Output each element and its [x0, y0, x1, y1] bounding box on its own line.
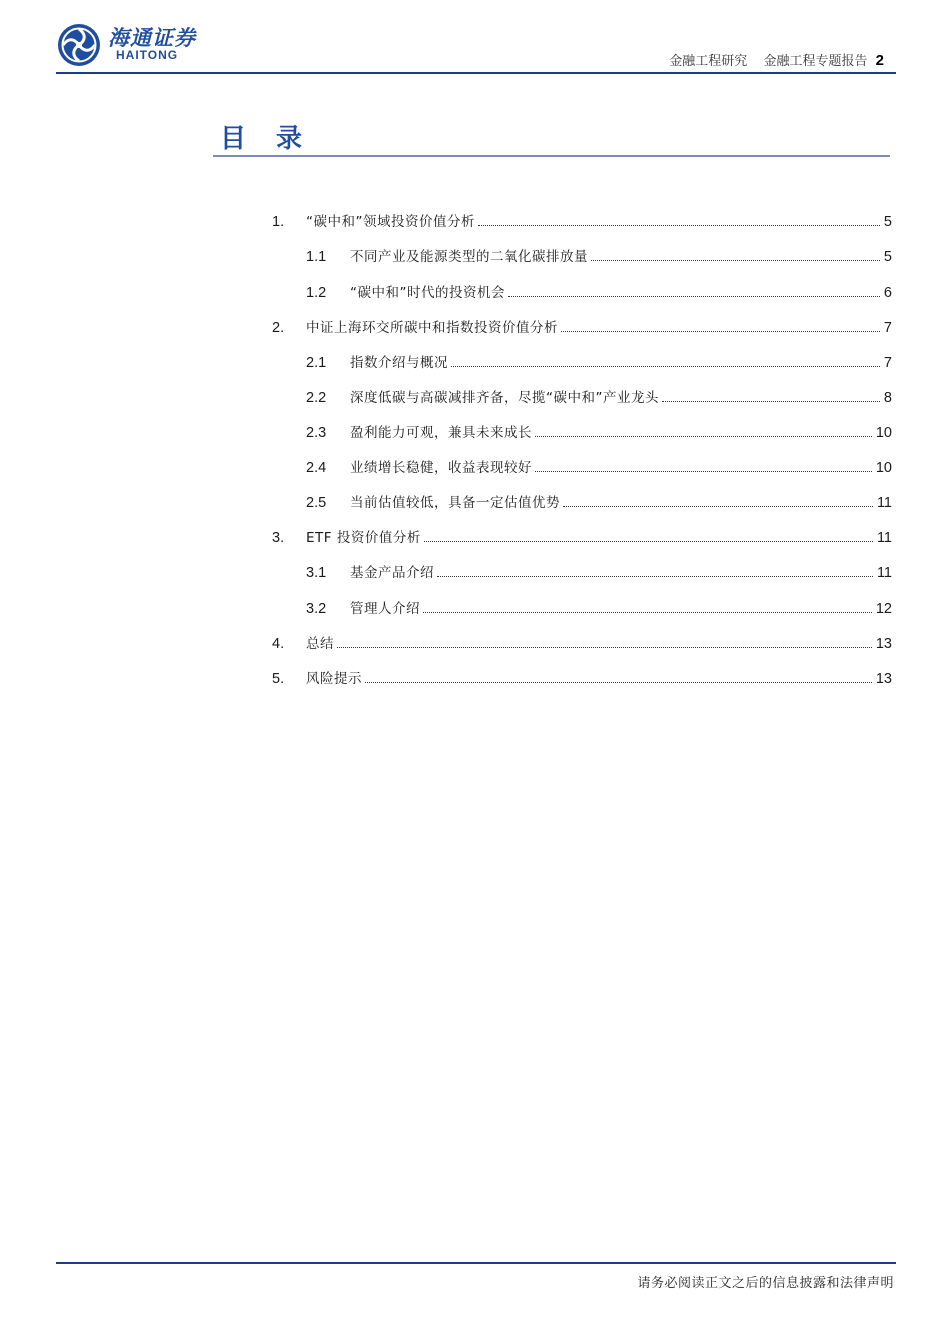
toc-entry-page: 8 — [883, 390, 892, 406]
toc-leader-dots — [478, 225, 880, 226]
toc-entry-number: 3. — [272, 530, 285, 546]
toc-entry-label: 管理人介绍 — [350, 601, 420, 617]
toc-entry[interactable] — [306, 281, 892, 301]
toc-entry[interactable] — [272, 210, 892, 230]
toc-leader-dots — [591, 260, 880, 261]
toc-entry-page: 13 — [875, 636, 892, 652]
toc-entry-page: 5 — [883, 249, 892, 265]
toc-entry-number: 3.1 — [306, 565, 327, 581]
toc-entry-number: 5. — [272, 671, 285, 687]
toc-entry-page: 11 — [876, 565, 892, 581]
logo-english-name: HAITONG — [116, 48, 179, 62]
header-section: 金融工程研究 — [669, 54, 748, 69]
toc-entry[interactable] — [306, 245, 892, 265]
toc-entry-label: 基金产品介绍 — [350, 565, 434, 581]
toc-entry-number: 2.5 — [306, 495, 327, 511]
toc-entry[interactable] — [306, 386, 892, 406]
toc-entry[interactable] — [306, 491, 892, 511]
toc-entry[interactable] — [272, 526, 892, 546]
toc-entry-number: 2.3 — [306, 425, 327, 441]
toc-leader-dots — [424, 541, 873, 542]
toc-entry-page: 7 — [883, 355, 892, 371]
toc-entry-label: 中证上海环交所碳中和指数投资价值分析 — [306, 320, 558, 336]
toc-entry-label: 盈利能力可观，兼具未来成长 — [350, 425, 532, 441]
toc-entry-number: 2.4 — [306, 460, 327, 476]
toc-leader-dots — [535, 471, 872, 472]
toc-entry-label: “碳中和”领域投资价值分析 — [306, 214, 475, 230]
toc-entry-page: 5 — [883, 214, 892, 230]
toc-entry-number: 4. — [272, 636, 285, 652]
toc-leader-dots — [423, 612, 872, 613]
logo-chinese-name: 海通证券 — [108, 25, 196, 50]
toc-entry-number: 2.1 — [306, 355, 327, 371]
toc-title: 目录 — [220, 124, 333, 154]
header-report-type: 金融工程专题报告 — [763, 54, 868, 69]
footer-disclaimer: 请务必阅读正文之后的信息披露和法律声明 — [637, 1276, 894, 1291]
toc-title-divider — [213, 155, 890, 157]
toc-entry-label: 业绩增长稳健，收益表现较好 — [350, 460, 532, 476]
toc-entry-page: 6 — [883, 285, 892, 301]
toc-entry-label: 指数介绍与概况 — [350, 355, 448, 371]
toc-entry-page: 13 — [875, 671, 892, 687]
toc-entry-number: 1. — [272, 214, 285, 230]
toc-entry-label: 当前估值较低，具备一定估值优势 — [350, 495, 560, 511]
toc-entry[interactable] — [272, 667, 892, 687]
haitong-emblem-icon — [56, 22, 102, 68]
toc-entry-label: ETF 投资价值分析 — [306, 530, 421, 546]
header-page-number: 2 — [875, 52, 884, 69]
toc-leader-dots — [337, 647, 872, 648]
toc-entry-number: 1.2 — [306, 285, 327, 301]
toc-entry-label: 风险提示 — [306, 671, 362, 687]
toc-entry[interactable] — [272, 632, 892, 652]
toc-leader-dots — [508, 296, 880, 297]
toc-leader-dots — [365, 682, 872, 683]
toc-entry[interactable] — [306, 421, 892, 441]
toc-entry-label: 深度低碳与高碳减排齐备，尽揽“碳中和”产业龙头 — [350, 390, 659, 406]
toc-entry-page: 11 — [876, 495, 892, 511]
toc-entry[interactable] — [306, 561, 892, 581]
toc-entry-page: 10 — [875, 425, 892, 441]
toc-entry[interactable] — [272, 316, 892, 336]
toc-entry-label: “碳中和”时代的投资机会 — [350, 285, 505, 301]
toc-entry[interactable] — [306, 597, 892, 617]
toc-leader-dots — [563, 506, 873, 507]
toc-entry-label: 不同产业及能源类型的二氧化碳排放量 — [350, 249, 588, 265]
toc-entry-number: 2. — [272, 320, 285, 336]
toc-leader-dots — [535, 436, 872, 437]
header-divider — [56, 72, 896, 74]
footer-divider — [56, 1262, 896, 1264]
toc-entry[interactable] — [306, 456, 892, 476]
toc-entry-number: 3.2 — [306, 601, 327, 617]
header-breadcrumb — [669, 50, 884, 69]
haitong-logo — [56, 22, 216, 66]
toc-entry-page: 7 — [883, 320, 892, 336]
toc-entry-page: 11 — [876, 530, 892, 546]
toc-leader-dots — [437, 576, 873, 577]
toc-entry-number: 2.2 — [306, 390, 327, 406]
toc-entry-number: 1.1 — [306, 249, 327, 265]
toc-entry-label: 总结 — [306, 636, 334, 652]
toc-leader-dots — [561, 331, 880, 332]
toc-entry-page: 10 — [875, 460, 892, 476]
toc-leader-dots — [662, 401, 880, 402]
toc-entry-page: 12 — [875, 601, 892, 617]
toc-entry[interactable] — [306, 351, 892, 371]
toc-leader-dots — [451, 366, 880, 367]
